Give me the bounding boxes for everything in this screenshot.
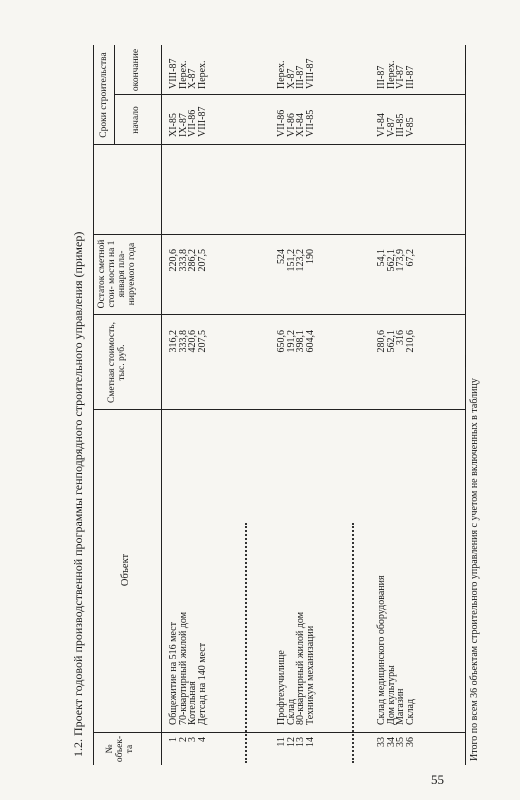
header-end: окончание <box>131 48 141 92</box>
page-number: 55 <box>431 772 444 787</box>
start-term: VII-86 <box>187 109 199 137</box>
object-number: 11 <box>276 737 287 747</box>
remainder-value: 54,1 <box>376 249 387 267</box>
object-name: Общежитие на 516 мест <box>168 622 179 725</box>
end-term: III-87 <box>295 65 307 89</box>
rotated-table-page <box>65 45 495 765</box>
object-number: 4 <box>196 737 208 742</box>
start-term: VII-86 <box>276 109 287 137</box>
total-row-label: Итого по всем 36 объектам строительного управления с учетом не включенных в таблицу <box>469 378 480 761</box>
rule-top <box>93 45 94 765</box>
object-name: Склад <box>285 698 297 725</box>
end-term: X-87 <box>285 68 297 89</box>
total-remainder-dash: — <box>457 267 471 279</box>
cost-value: 191,2 <box>285 330 297 353</box>
cost-value: 398,1 <box>295 330 307 353</box>
rule-terms <box>114 45 115 145</box>
object-name: Котельная <box>187 681 199 725</box>
remainder-value: 207,5 <box>196 249 208 272</box>
col-divider-2 <box>93 409 465 410</box>
object-name: 70-квартирный жилой дом <box>177 611 189 725</box>
start-term: V-87 <box>385 117 397 137</box>
end-term: Перех. <box>385 60 397 89</box>
remainder-value: 524 <box>276 249 287 264</box>
remainder-value: 333,8 <box>177 249 189 272</box>
remainder-value: 562,1 <box>385 249 397 272</box>
cost-value: 562,1 <box>385 330 397 353</box>
remainder-value: 67,2 <box>404 249 416 267</box>
object-number: 3 <box>187 737 199 742</box>
header-no: № объек- та <box>105 735 135 763</box>
cost-value: 604,4 <box>304 330 316 353</box>
object-name: Профтехучилище <box>276 650 287 725</box>
end-term-column <box>377 47 415 89</box>
end-term: Перех. <box>276 60 287 89</box>
start-term: VIII-87 <box>196 106 208 137</box>
object-name: Склад медицинского оборудования <box>376 575 387 725</box>
start-term: V-85 <box>404 117 416 137</box>
cost-value-column <box>277 330 315 370</box>
start-term: VI-86 <box>285 113 297 137</box>
cost-value: 650,6 <box>276 330 287 353</box>
rule-bottom <box>465 45 466 765</box>
remainder-value: 173,9 <box>395 249 407 272</box>
start-term-column <box>169 99 207 137</box>
header-cost: Сметная стоимость, тыс. руб. <box>107 322 127 403</box>
total-end-dash: — <box>457 63 471 75</box>
cost-value: 210,6 <box>404 330 416 353</box>
col-divider-6 <box>114 94 465 95</box>
row-gap-separator <box>245 523 247 763</box>
object-number: 14 <box>304 737 316 747</box>
start-term: XI-84 <box>295 113 307 137</box>
table-title: 1.2. Проект годовой производственной программы генподрядного строительного управления (пример) <box>71 231 85 757</box>
start-term: XI-85 <box>168 113 179 137</box>
rule-header-bottom <box>161 45 162 765</box>
cost-value-column <box>169 330 207 370</box>
object-number: 34 <box>385 737 397 747</box>
object-name: Магазин <box>395 688 407 725</box>
end-term: Перех. <box>196 60 208 89</box>
cost-value: 420,6 <box>187 330 199 353</box>
end-term: III-87 <box>404 65 416 89</box>
row-gap-separator <box>352 523 354 763</box>
end-term: X-87 <box>187 68 199 89</box>
total-start-dash: — <box>457 113 471 125</box>
header-remainder: Остаток сметной стои- мости на 1 января пла- нируемого года <box>97 239 137 309</box>
col-divider-4 <box>93 234 465 235</box>
cost-value: 207,5 <box>196 330 208 353</box>
cost-value: 316,2 <box>168 330 179 353</box>
col-divider-5 <box>93 144 465 145</box>
remainder-value: 220,6 <box>168 249 179 272</box>
remainder-value-column <box>277 249 315 289</box>
cost-value: 333,8 <box>177 330 189 353</box>
start-term: IX-87 <box>177 113 189 137</box>
object-name: 80-квартирный жилой дом <box>295 611 307 725</box>
start-term-column <box>377 99 415 137</box>
object-name: Техникум механизации <box>304 625 316 725</box>
end-term: VIII-87 <box>304 58 316 89</box>
remainder-value-column <box>377 249 415 289</box>
cost-value: 316 <box>395 330 407 345</box>
remainder-value: 286,2 <box>187 249 199 272</box>
object-name: Дом культуры <box>385 665 397 725</box>
object-number-column <box>277 737 315 759</box>
start-term: VI-84 <box>376 113 387 137</box>
header-object: Объект <box>120 553 131 587</box>
object-number: 2 <box>177 737 189 742</box>
total-cost-dash: — <box>457 355 471 367</box>
header-start: начало <box>131 106 141 134</box>
col-divider-1 <box>93 732 465 733</box>
object-name-column <box>169 425 207 725</box>
object-number: 1 <box>168 737 179 742</box>
remainder-value: 123,2 <box>295 249 307 272</box>
object-number: 33 <box>376 737 387 747</box>
cost-value: 280,6 <box>376 330 387 353</box>
object-number-column <box>377 737 415 759</box>
end-term-column <box>169 47 207 89</box>
header-terms: Сроки строительства <box>99 52 109 138</box>
start-term: VII-85 <box>304 109 316 137</box>
end-term-column <box>277 47 315 89</box>
end-term: III-87 <box>376 65 387 89</box>
object-name: Детсад на 140 мест <box>196 642 208 725</box>
cost-value-column <box>377 330 415 370</box>
object-name-column <box>277 425 315 725</box>
object-number: 13 <box>295 737 307 747</box>
object-name-column <box>377 425 415 725</box>
object-name: Склад <box>404 698 416 725</box>
start-term: III-85 <box>395 113 407 137</box>
object-number-column <box>169 737 207 759</box>
object-number: 12 <box>285 737 297 747</box>
end-term: Перех. <box>177 60 189 89</box>
remainder-value: 190 <box>304 249 316 264</box>
end-term: VI-87 <box>395 65 407 89</box>
remainder-value-column <box>169 249 207 289</box>
object-number: 35 <box>395 737 407 747</box>
remainder-value: 151,2 <box>285 249 297 272</box>
col-divider-3 <box>93 314 465 315</box>
start-term-column <box>277 99 315 137</box>
end-term: VIII-87 <box>168 58 179 89</box>
object-number: 36 <box>404 737 416 747</box>
